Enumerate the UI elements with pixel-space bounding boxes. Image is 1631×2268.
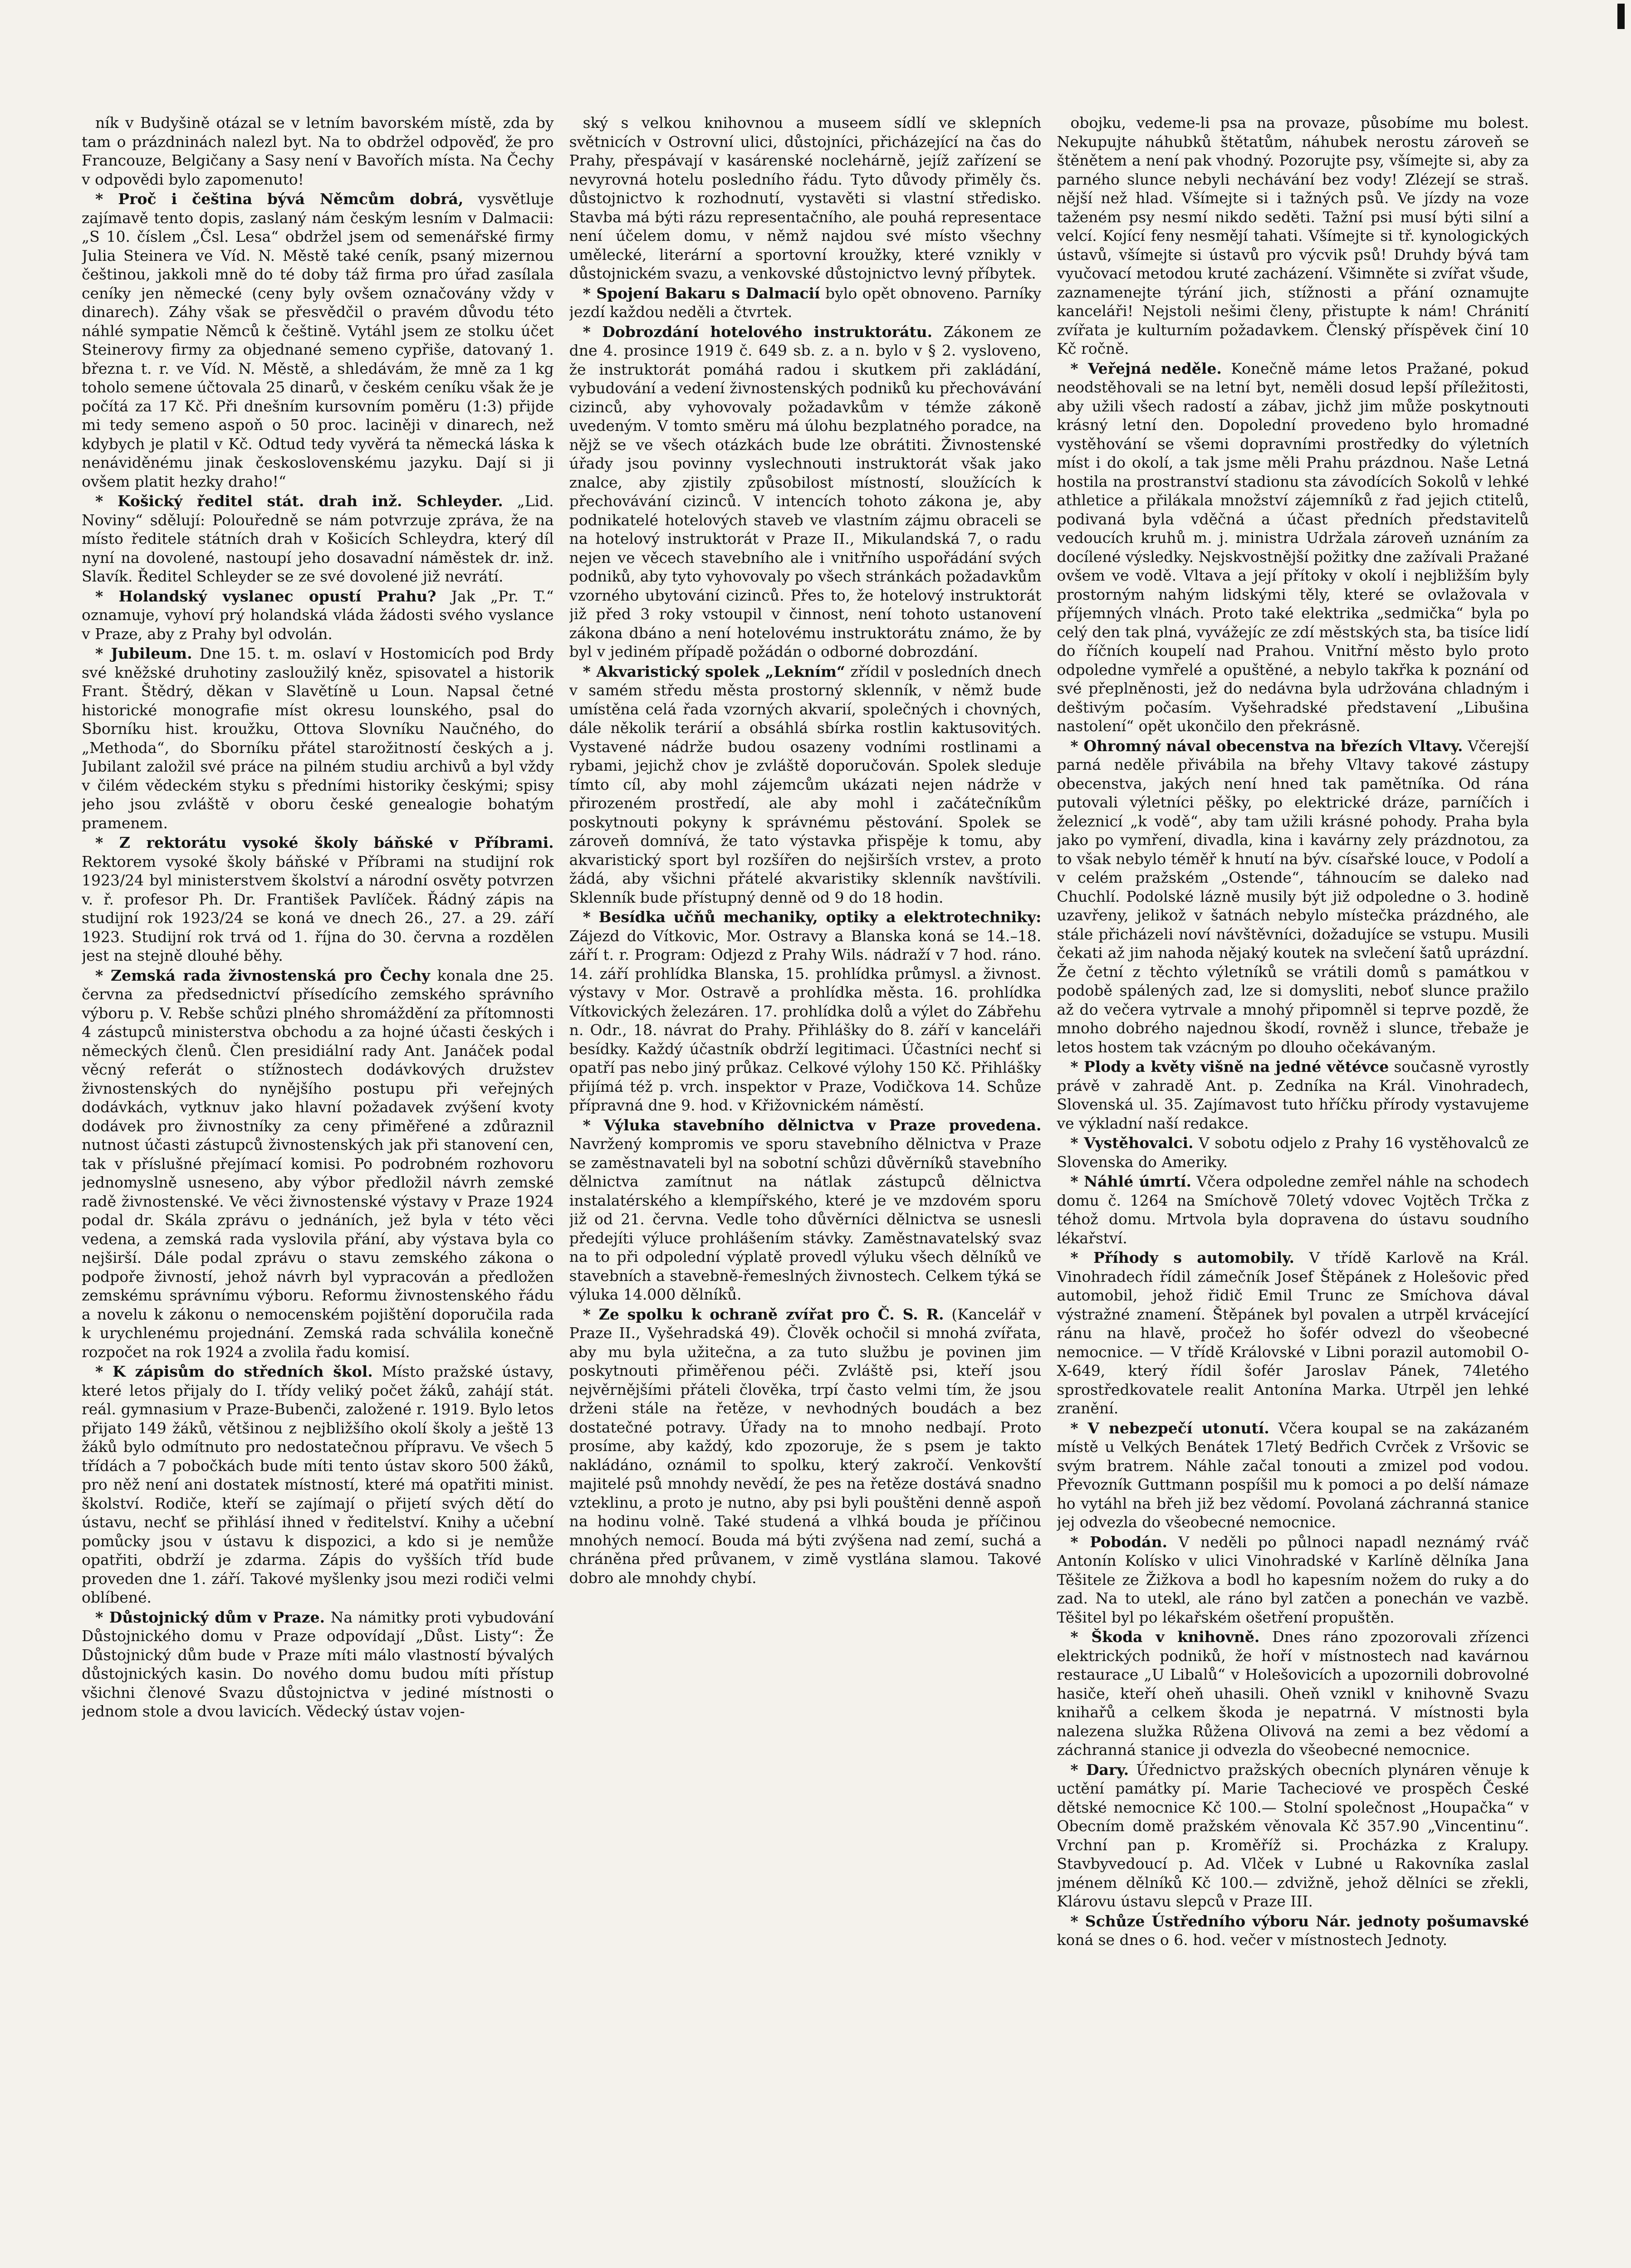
article-heading: * Spojení Bakaru s Dalmacií — [583, 284, 820, 302]
article-text: Na námitky proti vybudování Důstojnického domu v Praze odpovídají „Důst. Listy“: Že Důstojnický dům bude v Praze míti málo vlastností bývalých důstojnických kasin. Do nového domu budou míti přístup všichni členové Svazu důstojnictva v jediné místnosti o jednom stole a dvou lavicích. Vědecký ústav vojen- — [82, 1608, 554, 1720]
article-paragraph — [1057, 1533, 1529, 1627]
article-text: vysvětluje zajímavě tento dopis, zaslaný nám českým lesním v Dalmacii: „S 10. číslem „Čsl. Lesa“ obdržel jsem od semenářské firmy Julia Steinera ve Víd. N. Městě také ceník, psaný mizernou češtinou, jakkoli mně do té doby táž firma pro úřad zasílala ceníky jen německé (ceny byly ovšem označovány vždy v dinarech). Záhy však se přesvědčil o pravém důvodu této náhlé sympatie Němců k češtině. Vytáhl jsem ze stolku účet Steinerovy firmy za objednané semeno cypřiše, datovaný 1. března t. r. ve Víd. N. Městě, a shledávám, že mně za 1 kg toholo semene účtovala 25 dinarů, v českém ceníku však že je počítá za 17 Kč. Při dnešním kursovním poměru (1:3) přijde mi tedy semeno aspoň o 50 proc. laciněji v dinarech, než kdybych je platil v Kč. Odtud tedy vyvěrá ta německá láska k nenáviděnému jinak československému jazyku. Dají si ji ovšem platit hezky draho!“ — [82, 190, 554, 490]
article-text: Včerejší parná neděle přivábila na břehy Vltavy takové zástupy obecenstva, jakých není hned tak pamětníka. Od rána putovali výletníci pěšky, po elektrické dráze, parníčích i železnicí „k vodě“, aby tam užili krásné pohody. Praha byla jako po vymření, divadla, kina i kavárny zely prázdnotou, za to však nebylo téměř k hnutí na býv. císařské louce, v Podolí a v celém pražském „Ostende“, táhnoucím se daleko nad Chuchlí. Podolské lázně musily být již odpoledne o 3. hodině uzavřeny, jelikož v šatnách nebylo místečka prázdného, ale stále přicházeli noví návštěvníci, dožadujíce se vstupu. Musili čekati až jim nahoda nějaký koutek na svlečení šatů uprázdní. Že četní z těchto výletníků se vrátili domů s památkou v podobě spálených zad, lze si domysliti, neboť slunce pražilo až do večera vytrvale a mnohý připomněl si teprve pozdě, že mnoho dobrého najednou škodí, rovněž i slunce, třebaže je letos hostem tak vzácným po dlouho očekávaným. — [1057, 737, 1529, 1056]
article-paragraph — [82, 190, 554, 491]
article-paragraph — [82, 1362, 554, 1607]
article-text: V třídě Karlově na Král. Vinohradech řídil zámečník Josef Štěpánek z Holešovic před automobil, jehož řidič Emil Trunc ze Smíchova dával výstražné znamení. Štěpánek byl povalen a utrpěl krvácející ránu na hlavě, pročež ho šofér odvezl do všeobecné nemocnice. — V třídě Královské v Libni porazil automobil O-X-649, který řídil šofér Jaroslav Pánek, 74letého sprostředkovatele realit Antonína Marka. Utrpěl jen lehké zranění. — [1057, 1249, 1529, 1417]
article-paragraph — [82, 966, 554, 1362]
article-paragraph — [1057, 113, 1529, 358]
article-paragraph — [82, 113, 554, 189]
article-text: Úřednictvo pražských obecních plynáren věnuje k uctění památky pí. Marie Tacheciové ve prospěch České dětské nemocnice Kč 100.— Stolní společnost „Houpačka“ v Obecním domě pražském věnovala Kč 357.90 „Vincentinu“. Vrchní pan p. Kroměříž si. Procházka z Kralupy. Stavbyvedoucí p. Ad. Vlček v Lubné u Rakovníka zaslal jménem dělníků Kč 100.— zdvižně, jehož dělníci se zřekli, Klárovu ústavu slepců v Praze III. — [1057, 1760, 1529, 1910]
article-heading: * Výluka stavebního dělnictva v Praze provedena. — [583, 1116, 1042, 1134]
article-text: koná se dnes o 6. hod. večer v místnostech Jednoty. — [1057, 1931, 1448, 1949]
article-text: Včera odpoledne zemřel náhle na schodech domu č. 1264 na Smíchově 70letý vdovec Vojtěch Trčka z téhož domu. Mrtvola byla dopravena do ústavu soudního lékařství. — [1057, 1173, 1529, 1247]
article-heading: * Košický ředitel stát. drah inž. Schleyder. — [95, 492, 503, 510]
article-paragraph — [1057, 1057, 1529, 1133]
article-heading: * Z rektorátu vysoké školy báňské v Příbrami. — [95, 834, 554, 851]
article-paragraph — [82, 644, 554, 832]
article-text: Konečně máme letos Pražané, pokud neodstěhovali se na letní byt, neměli dosud lepší příležitosti, aby užili všech radostí a zábav, jichž jim může poskytnouti krásný letní den. Dopolední provedeno bylo hromadné vystěhování se všemi dopravními prostředky do výletních míst i do okolí, a tak jsme měli Prahu prázdnou. Naše Letná hostila na prostranství stadionu sta závodících Sokolů v lehké athletice a přilákala množství zájemníků z řad jejich ctitelů, podivaná byla vděčná a účast předních představitelů vedoucích kruhů m. j. ministra Udržala zároveň uznáním za docílené výsledky. Nejskvostnější požitky dne zažívali Pražané ovšem ve vodě. Vltava a její přítoky v okolí i nejbližším byly prostorným nahým lidskými těly, které se ovlažovala v příjemných vlnách. Proto také elektrika „sedmička“ byla po celý den tak plná, vyvážejíc ze zdí městských sta, ba tisíce lidí do říčních koupelí nad Prahou. Vnitřní město bylo proto odpoledne vymřelé a opuštěné, a nebylo takřka k poznání od své přeplněnosti, jež do nedávna byla udržována chladným i deštivým počasím. Vyšehradské představení „Libušina nastolení“ opět ukončilo den překrásně. — [1057, 359, 1529, 735]
article-text: Navržený kompromis ve sporu stavebního dělnictva v Praze se zaměstnavateli byl na sobotní schůzi důvěrníků stavebního dělnictva zamítnut na nátlak zástupců dělnictva instalatérského a klempířského, které je ve mzdovém sporu již od 21. června. Vedle toho důvěrníci dělnictva se usnesli předejíti výluce prohlášením stávky. Zaměstnavatelský svaz na to při odpolední výplatě provedl výluku všech dělníků ve stavebních a stavebně-řemeslných živnostech. Celkem týká se výluka 14.000 dělníků. — [569, 1135, 1042, 1303]
article-heading: * Veřejná neděle. — [1070, 359, 1222, 377]
article-text: ský s velkou knihovnou a museem sídlí ve sklepních světnicích v Ostrovní ulici, důstojníci, přicházející na čas do Prahy, přespávají v kasárenské noclehárně, jejíž zařízení se nevyrovná hotelu posledního řádu. Tyto důvody přiměly čs. důstojnictvo k rozhodnutí, vystavěti si vlastní středisko. Stavba má býti rázu representačního, ale pouhá representace není účelem domu, v němž najdou své místo všechny umělecké, literární a sportovní kroužky, které vznikly v důstojnickém svazu, a venkovské důstojnictvo levný příbytek. — [569, 114, 1042, 282]
article-text: Místo pražské ústavy, které letos přijaly do I. třídy veliký počet žáků, zahájí stát. reál. gymnasium v Praze-Bubenči, založené r. 1919. Bylo letos přijato 149 žáků, většinou z nejbližšího okolí školy a ještě 13 žáků bylo odmítnuto pro nedostatečnou přípravu. Ve všech 5 třídách a 7 pobočkách bude míti tento ústav skoro 500 žáků, pro něž není ani dostatek místností, které má opatřiti minist. školství. Rodiče, kteří se zajímají o přijetí svých dětí do ústavu, nechť se přihlásí ihned v ředitelství. Knihy a učební pomůcky jsou v ústavu k dispozici, a kdo si je nemůže opatřiti, obdrží je zdarma. Zápis do vyšších tříd bude proveden dne 1. září. Takové myšlenky jsou mezi rodiči velmi oblíbené. — [82, 1363, 554, 1606]
column-2 — [569, 113, 1042, 2268]
article-paragraph — [82, 492, 554, 586]
article-paragraph — [569, 323, 1042, 661]
article-paragraph — [1057, 737, 1529, 1057]
article-paragraph — [569, 113, 1042, 283]
article-paragraph — [1057, 1912, 1529, 1950]
article-text: konala dne 25. června za předsednictví přísedícího zemského správního výboru p. V. Rebše schůzi plného shromáždění za přítomnosti 4 zástupců ministerstva obchodu a za hojné účasti českých i německých členů. Člen presidiální rady Ant. Janáček podal věcný referát o stížnostech dodávkových družstev živnostenských do nynějšího postupu při veřejných dodávkách, vytknuv jako hlavní požadavek zvýšení kvoty dodávek pro živnostníky za ceny přiměřené a zdůraznil nutnost účasti zástupců živnostenských jak při stanovení cen, tak v příslušné přejímací komisi. Po podrobném rozhovoru jednomyslně usneseno, aby výbor předložil návrh zemské radě živnostenské. Ve věci živnostenské výstavy v Praze 1924 podal dr. Skála zprávu o jednáních, jež byla v této věci vedena, a zemská rada vyslovila přání, aby výstava byla co nejširší. Dále podal zprávu o stavu zemského zákona o podpoře živností, jehož návrh byl vypracován a předložen zemskému správnímu výboru. Reformu živnostenského řádu a novelu k zákonu o nemocenském pojištění doporučila rada k urychlenému projednání. Zemská rada schválila konečně rozpočet na rok 1924 a zvolila řadu komisí. — [82, 966, 554, 1361]
scan-edge-mark — [1617, 4, 1625, 29]
article-paragraph — [569, 908, 1042, 1115]
article-paragraph — [569, 1116, 1042, 1304]
article-paragraph — [1057, 1760, 1529, 1911]
article-paragraph — [569, 662, 1042, 907]
article-text: Zákonem ze dne 4. prosince 1919 č. 649 sb. z. a n. bylo v § 2. vysloveno, že instruktorát pomáhá radou i skutkem při zakládání, vybudování a vedení živnostenských podniků ku přechovávání cizinců, aby vyhovovaly požadavkům v témže zákoně uvedeným. V tomto směru má úlohu bezplatného poradce, na nějž se ve všech otázkách bude lze obrátiti. Živnostenské úřady jsou povinny vyslechnouti instruktorát však jako znalce, aby zjistily způsobilost místností, sloužících k přechovávání cizinců. V intencích tohoto zákona je, aby podnikatelé hotelových staveb ve vlastním zájmu obraceli se na hotelový instruktorát v Praze II., Mikulandská 7, o radu nejen ve věcech stavebního ale i vnitřního uspořádání svých podniků, aby tyto vyhovovaly po všech stránkách požadavkům vzorného ubytování cizinců. Přes to, že hotelový instruktorát již před 3 roky vstoupil v činnost, není tohoto ustanovení zákona dbáno a není hotelovému instruktorátu známo, že by byl v jediném případě požádán o odborné dobrozdání. — [569, 323, 1042, 660]
article-paragraph — [82, 587, 554, 644]
article-paragraph — [1057, 359, 1529, 736]
article-heading: * Dary. — [1070, 1760, 1129, 1779]
article-heading: * Náhlé úmrtí. — [1070, 1173, 1192, 1190]
article-text: ník v Budyšině otázal se v letním bavorském místě, zda by tam o prázdninách nalezl byt. Na to obdržel odpověď, že pro Francouze, Belgičany a Sasy není v Bavořích místa. Na Čechy v odpovědi bylo zapomenuto! — [82, 114, 554, 188]
article-text: Zájezd do Vítkovic, Mor. Ostravy a Blanska koná se 14.–18. září t. r. Program: Odjezd z Prahy Wils. nádraží v 7 hod. ráno. 14. září prohlídka Blanska, 15. prohlídka průmysl. a živnost. výstavy v Mor. Ostravě a prohlídka města. 16. prohlídka Vítkovických železáren. 17. prohlídka dolů a výlet do Zábřehu n. Odr., 18. návrat do Prahy. Přihlášky do 8. září v kanceláři besídky. Každý účastník obdrží legitimaci. Účastníci nechť si opatří pas nebo jiný průkaz. Celkové výlohy 150 Kč. Přihlášky přijímá též p. vrch. inspektor v Praze, Vodičkova 14. Schůze přípravná dne 9. hod. v Křižovnickém náměstí. — [569, 927, 1042, 1114]
article-heading: * K zápisům do středních škol. — [95, 1363, 373, 1380]
article-heading: * Pobodán. — [1070, 1533, 1168, 1551]
article-heading: * Zemská rada živnostenská pro Čechy — [95, 966, 431, 984]
article-paragraph — [1057, 1419, 1529, 1532]
article-text: V neděli po půlnoci napadl neznámý rváč Antonín Kolísko v ulici Vinohradské v Karlíně dělníka Jana Těšitele ze Žižkova a bodl ho kapesním nožem do ruky a do zad. Na to utekl, ale ráno byl zatčen a ponechán ve vazbě. Těšitel byl po lékařském ošetření propuštěn. — [1057, 1533, 1529, 1626]
article-heading: * Jubileum. — [95, 645, 192, 662]
article-heading: * Vystěhovalci. — [1070, 1134, 1194, 1152]
article-text: Včera koupal se na zakázaném místě u Velkých Benátek 17letý Bedřich Cvrček z Vršovic se svým bratrem. Náhle začal tonouti a zmizel pod vodou. Převozník Guttmann pospíšil mu k pomoci a po delší námaze ho vytáhl na břeh již bez vědomí. Povolaná záchranná stanice jej odvezla do všeobecné nemocnice. — [1057, 1419, 1529, 1531]
article-text: Dne 15. t. m. oslaví v Hostomicích pod Brdy své kněžské druhotiny zasloužilý kněz, spisovatel a historik Frant. Štědrý, děkan v Slavětíně u Loun. Napsal četné historické monografie míst okresu lounského, psal do Sborníku hist. kroužku, Ottova Slovníku Naučného, do „Methoda“, do Sborníku přátel starožitností českých a j. Jubilant založil své práce na pilném studiu archivů a byl vždy v čilém vědeckém styku s předními historiky českými; spisy jeho jsou zvláště v oboru české genealogie bohatým pramenem. — [82, 645, 554, 832]
article-paragraph — [569, 284, 1042, 322]
article-paragraph — [1057, 1172, 1529, 1247]
article-paragraph — [82, 1608, 554, 1721]
article-heading: * Ohromný nával obecenstva na březích Vltavy. — [1070, 737, 1463, 755]
article-heading: * Dobrozdání hotelového instruktorátu. — [583, 323, 933, 341]
article-text: „Lid. Noviny“ sdělují: Polouředně se nám potvrzuje zpráva, že na místo ředitele státních drah v Košicích Schleydra, který díl nyní na dovolené, nastoupí jeho dosavadní náměstek dr. inž. Slavík. Ředitel Schleyder se ze své dovolené již nevrátí. — [82, 492, 554, 585]
news-columns — [82, 113, 1529, 2268]
article-paragraph — [1057, 1134, 1529, 1171]
article-text: V sobotu odjelo z Prahy 16 vystěhovalců ze Slovenska do Ameriky. — [1057, 1134, 1529, 1171]
column-3 — [1057, 113, 1529, 2268]
article-heading: * Plody a květy višně na jedné větévce — [1070, 1058, 1389, 1075]
column-1 — [82, 113, 554, 2268]
article-heading: * V nebezpečí utonutí. — [1070, 1419, 1269, 1437]
article-heading: * Akvaristický spolek „Lekním“ — [583, 662, 845, 680]
article-text: obojku, vedeme-li psa na provaze, působíme mu bolest. Nekupujte náhubků štětatům, náhubek nerostu zároveň se štěnětem a není pak vhodný. Pozorujte psy, všímejte si, aby za parného slunce nebyli nechávání bez vody! Zlézejí se straš. nější než hlad. Všímejte si i tažných psů. Ve jízdy na voze taženém psy nesmí nikdo seděti. Tažní psi musí býti silní a velcí. Kojící feny nesmějí tahati. Všímejte si tř. kynologických ústavů, všímejte si ústavů pro výcvik psů! Druhdy bývá tam vyučovací metodou kruté zacházení. Všimněte si zvířat všude, zaznamenejte týrání jich, stížnosti a přání oznamujte kanceláři! Nejstoli nešimi členy, přistupte k nám! Chránití zvířata je kulturním požadavkem. Členský příspěvek činí 10 Kč ročně. — [1057, 114, 1529, 357]
article-heading: * Ze spolku k ochraně zvířat pro Č. S. R. — [583, 1305, 944, 1323]
article-heading: * Holandský vyslanec opustí Prahu? — [95, 587, 436, 605]
article-heading: * Důstojnický dům v Praze. — [95, 1608, 325, 1626]
article-paragraph — [1057, 1628, 1529, 1760]
article-text: zřídil v posledních dnech v samém středu města prostorný sklenník, v němž bude umístěna celá řada vzorných akvarií, společných i chovných, dále několik terárií a obsáhlá sbírka rostlin kaktusovitých. Vystavené nádrže budou osazeny vodními rostlinami a rybami, jejichž chov je zvláště doporučován. Spolek sleduje tímto cíl, aby mohl zájemcům ukázati nejen nádrže v přirozeném prostředí, ale aby mohl i začátečníkům poskytnouti pokyny k správnému pěstování. Spolek se zároveň domnívá, že tato výstavka přispěje k tomu, aby akvaristický sport byl rozšířen do nejširších vrstev, a proto žádá, aby všichni přátelé akvaristiky sklenník navštívili. Sklenník bude přístupný denně od 9 do 18 hodin. — [569, 662, 1042, 906]
article-text: současně vyrostly právě v zahradě Ant. p. Zedníka na Král. Vinohradech, Slovenská ul. 35. Zajímavost tuto hříčku přírody vystavujeme ve výkladní naší redakce. — [1057, 1058, 1529, 1132]
article-text: Rektorem vysoké školy báňské v Příbrami na studijní rok 1923/24 byl ministerstvem školství a národní osvěty potvrzen v. ř. profesor Ph. Dr. František Pavlíček. Řádný zápis na studijní rok 1923/24 se koná ve dnech 26., 27. a 29. září 1923. Studijní rok trvá od 1. října do 30. června a rozdělen jest na stejně dlouhé běhy. — [82, 852, 554, 964]
article-heading: * Škoda v knihovně. — [1070, 1628, 1260, 1646]
article-text: Dnes ráno zpozorovali zřízenci elektrických podniků, že hoří v místnostech nad kavárnou restaurace „U Libalů“ v Holešovicích a upozornili dobrovolné hasiče, kteří oheň uhasili. Oheň vznikl v knihovně Svazu knihařů a celkem škoda je nepatrná. V místnosti byla nalezena služka Růžena Olivová na zemi a bez vědomí a záchranná stanice ji odvezla do všeobecné nemocnice. — [1057, 1628, 1529, 1759]
article-paragraph — [1057, 1248, 1529, 1418]
article-text: Jak „Pr. T.“ oznamuje, vyhoví prý holandská vláda žádosti svého vyslance v Praze, aby z Prahy byl odvolán. — [82, 587, 554, 643]
article-heading: * Příhody s automobily. — [1070, 1249, 1295, 1266]
article-paragraph — [569, 1305, 1042, 1588]
article-text: (Kancelář v Praze II., Vyšehradská 49). Člověk ochočil si mnohá zvířata, aby mu byla užitečna, a za tuto službu je povinen jim poskytnouti přiměřenou péči. Zvláště psi, kteří jsou nejvěrnějšími přáteli člověka, trpí často velmi tím, že jsou drženi stále na řetěze, v nevhodných boudách a bez dostatečné potravy. Úřady na to mnoho nedbají. Proto prosíme, aby každý, kdo zpozoruje, že s psem je takto nakládáno, oznámil to spolku, který zakročí. Venkovští majitelé psů mnohdy nevědí, že pes na řetěze dostává snadno vzteklinu, a proto je nutno, aby psi byli pouštěni denně aspoň na hodinu volně. Také studená a vlhká bouda je příčinou mnohých nemocí. Bouda má býti zvýšena nad zemí, suchá a chráněna před průvanem, v zimě vystlána slamou. Takové dobro ale mnohdy chybí. — [569, 1305, 1042, 1587]
article-paragraph — [82, 833, 554, 965]
article-text: bylo opět obnoveno. Parníky jezdí každou neděli a čtvrtek. — [569, 284, 1042, 321]
article-heading: * Proč i čeština bývá Němcům dobrá, — [95, 190, 464, 208]
article-heading: * Schůze Ústředního výboru Nár. jednoty pošumavské — [1070, 1912, 1529, 1930]
article-heading: * Besídka učňů mechaniky, optiky a elektrotechniky: — [583, 908, 1042, 926]
